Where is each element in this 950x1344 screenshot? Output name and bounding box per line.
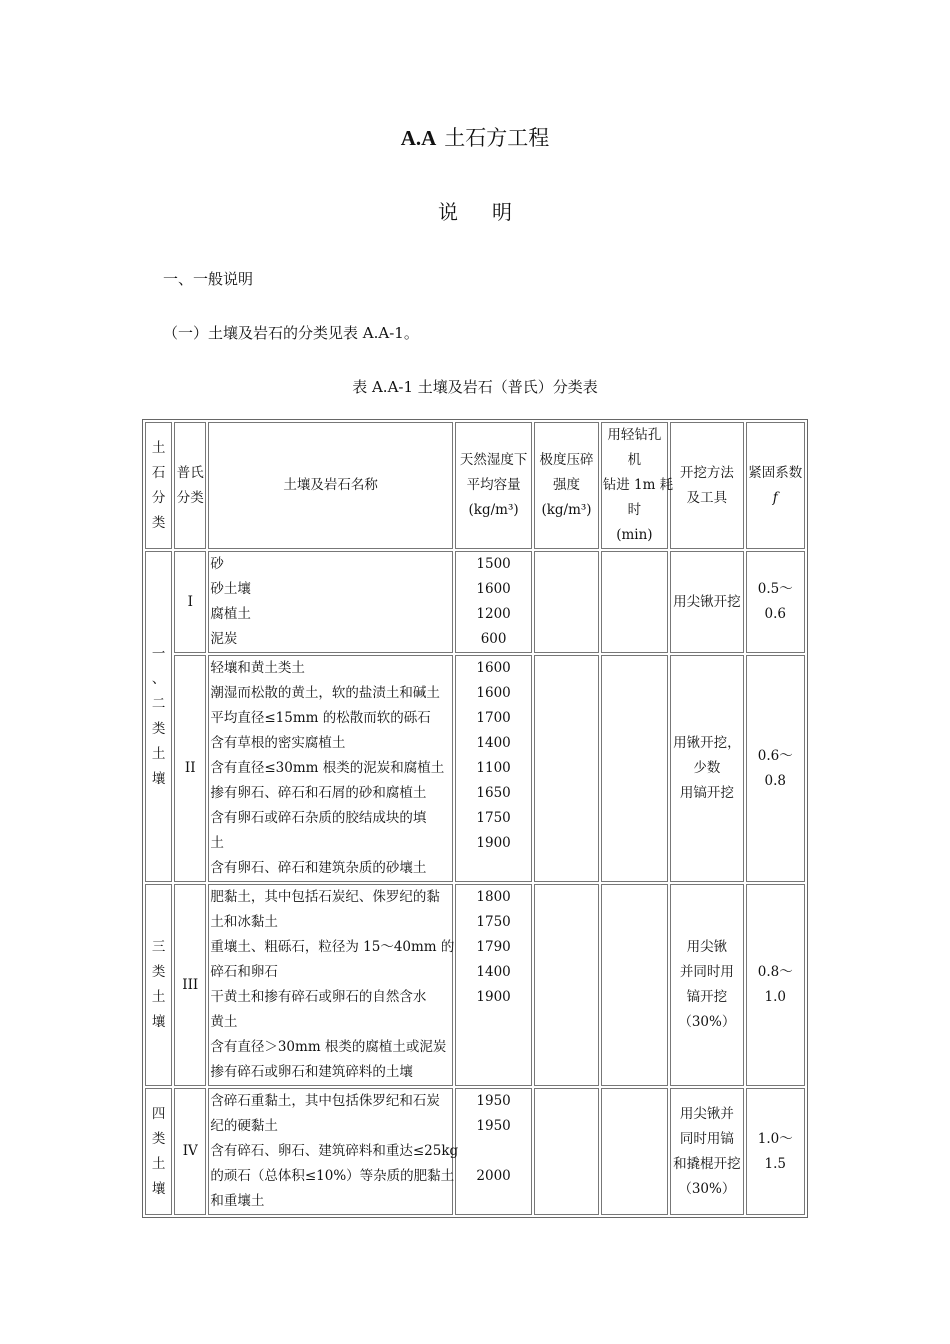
table-row (145, 884, 805, 1086)
cell-line: 含有草根的密实腐植土 (210, 735, 346, 751)
cell-line: 时 (627, 502, 642, 518)
multi-line (457, 656, 530, 856)
cell-line: 1200 (476, 606, 511, 622)
cell-line: 掺有卵石、碎石和石屑的砂和腐植土 (210, 785, 427, 801)
cell-line: 纪的硬黏土 (210, 1118, 278, 1134)
category-cell (145, 1088, 172, 1215)
vertical-char: 壤 (151, 770, 166, 787)
cell-line: 含有卵石、碎石和建筑杂质的砂壤土 (210, 860, 427, 876)
title-code: A.A (400, 126, 437, 150)
cell-line: 及工具 (686, 489, 728, 506)
vertical-text (147, 1102, 170, 1202)
header-density (455, 422, 532, 549)
cell-line: 轻壤和黄土类土 (210, 660, 305, 676)
pu-class-cell: IV (174, 1088, 206, 1215)
tools-cell (670, 884, 743, 1086)
cell-line: 1900 (476, 835, 511, 851)
density-cell (455, 551, 532, 653)
table-row (145, 655, 805, 882)
multi-line (672, 1102, 741, 1202)
multi-line (536, 448, 596, 523)
section-heading: 一、一般说明 (163, 270, 254, 288)
cell-line: 和重壤土 (210, 1193, 265, 1209)
cell-line: 1400 (476, 964, 511, 980)
tools-cell (670, 655, 743, 882)
names-cell (208, 655, 453, 882)
cell-line: 用尖锹开挖 (673, 593, 741, 610)
page-title (0, 122, 950, 152)
cell-line: 1700 (476, 710, 511, 726)
multi-line (672, 461, 741, 511)
cell-line: 1800 (476, 889, 511, 905)
header-coef (746, 422, 805, 549)
multi-line (672, 731, 741, 806)
cell-line: 土和冰黏土 (210, 914, 278, 930)
cell-line: 极度压碎 (539, 452, 594, 468)
vertical-char: 土 (151, 989, 166, 1005)
multi-line (672, 935, 741, 1035)
multi-line (672, 590, 741, 615)
drill-cell (601, 884, 668, 1086)
cell-line: 含有直径≤30mm 根类的泥炭和腐植土 (210, 760, 445, 776)
cell-line: 含碎石重黏土，其中包括侏罗纪和石炭 (210, 1093, 440, 1109)
cell-line: 强度 (553, 477, 580, 493)
tools-cell (670, 1088, 743, 1215)
cell-line: 含有卵石或碎石杂质的胶结成块的填 (210, 810, 427, 826)
vertical-char: 四 (151, 1105, 166, 1122)
cell-line: 腐植土 (210, 606, 251, 622)
coef-cell: 1.0～1.5 (746, 1088, 805, 1215)
coef-cell: 0.5～0.6 (746, 551, 805, 653)
cell-line: 含有直径＞30mm 根类的腐植土或泥炭 (210, 1039, 447, 1055)
cell-line: 1650 (476, 785, 511, 801)
cell-line: 泥炭 (210, 631, 238, 647)
cell-line: 1900 (476, 989, 511, 1005)
cell-line: 1600 (476, 660, 511, 676)
cell-line: （30%） (678, 1014, 736, 1030)
header-strength (534, 422, 598, 549)
cell-line: 潮湿而松散的黄土，软的盐渍土和碱土 (210, 685, 440, 701)
cell-line: 用锹开挖， (673, 735, 741, 751)
vertical-char: 、 (151, 670, 166, 687)
strength-cell (534, 884, 598, 1086)
cell-line: 平均直径≤15mm 的松散而软的砾石 (210, 710, 431, 726)
cell-line: 1600 (476, 685, 511, 701)
cell-line: 并同时用 (679, 964, 734, 980)
cell-line: 砂 (210, 556, 224, 572)
cell-line: 重壤土、粗砾石，粒径为 15～40mm 的 (210, 939, 455, 955)
cell-line: (kg/m³) (541, 502, 592, 518)
tools-cell (670, 551, 743, 653)
cell-line: 镐开挖 (686, 989, 728, 1005)
names-cell (208, 551, 453, 653)
cell-line: 肥黏土，其中包括石炭纪、侏罗纪的黏 (210, 889, 440, 905)
cell-line: 含有碎石、卵石、建筑碎料和重达≤25kg (210, 1143, 459, 1159)
cell-line: 1950 (476, 1093, 511, 1109)
wrap-line: 分类 (176, 489, 204, 506)
cell-line: 1600 (476, 581, 511, 597)
drill-cell (601, 551, 668, 653)
density-cell (455, 1088, 532, 1215)
header-drill (601, 422, 674, 549)
cell-line: f (772, 489, 778, 506)
cell-line: 黄土 (210, 1014, 238, 1030)
header-name: 土壤及岩石名称 (208, 422, 453, 549)
cell-line: （30%） (678, 1180, 736, 1197)
pu-class-cell: I (174, 551, 206, 653)
header-category (145, 422, 172, 549)
vertical-char: 壤 (151, 1014, 166, 1030)
cell-line: 开挖方法 (679, 464, 734, 481)
multi-line (210, 656, 451, 881)
cell-line: 1790 (476, 939, 511, 955)
vertical-char: 一 (151, 645, 166, 662)
cell-line: 用轻钻孔 (607, 427, 662, 443)
vertical-char: 类 (151, 1130, 166, 1147)
header-tools (670, 422, 743, 549)
multi-line (748, 461, 803, 511)
names-cell (208, 884, 453, 1086)
cell-line: 和撬棍开挖 (673, 1155, 741, 1172)
multi-line (457, 448, 530, 523)
wrap-text (176, 461, 204, 511)
table-row (145, 551, 805, 653)
cell-line: 的顽石（总体积≤10%）等杂质的肥黏土 (210, 1168, 455, 1184)
cell-line: (kg/m³) (468, 502, 519, 518)
title-text: 土石方工程 (444, 126, 550, 150)
cell-line: 1950 (476, 1118, 511, 1134)
density-cell (455, 655, 532, 882)
cell-line: 土 (210, 835, 224, 851)
cell-line: 1400 (476, 735, 511, 751)
strength-cell (534, 551, 598, 653)
strength-cell (534, 1088, 598, 1215)
subtitle: 说明 (438, 200, 546, 224)
cell-line: 紧固系数 (748, 464, 803, 481)
vertical-char: 类 (151, 514, 166, 531)
vertical-char: 土 (151, 745, 166, 762)
cell-line: 600 (480, 631, 507, 647)
category-cell (145, 551, 172, 882)
section-paragraph: （一）土壤及岩石的分类见表 A.A-1。 (163, 324, 419, 342)
multi-line (602, 423, 674, 548)
cell-line: 用尖锹并 (679, 1105, 734, 1122)
vertical-text (147, 436, 170, 536)
density-cell (455, 884, 532, 1086)
table-row (145, 1088, 805, 1215)
cell-line: 同时用镐 (679, 1130, 734, 1147)
vertical-char: 壤 (151, 1180, 166, 1197)
header-pu-class (174, 422, 206, 549)
cell-line: 1750 (476, 914, 511, 930)
table-caption: 表 A.A-1 土壤及岩石（普氏）分类表 (352, 378, 598, 396)
header-row (145, 422, 805, 549)
multi-line (210, 1089, 459, 1214)
vertical-text (147, 935, 170, 1035)
vertical-char: 土 (151, 439, 166, 456)
cell-line: 1500 (476, 556, 511, 572)
cell-line: 用尖锹 (686, 939, 728, 955)
coef-cell: 0.6～0.8 (746, 655, 805, 882)
vertical-text (147, 642, 170, 792)
category-cell (145, 884, 172, 1086)
vertical-char: 分 (151, 489, 166, 506)
vertical-char: 石 (151, 464, 166, 481)
cell-line: 碎石和卵石 (210, 964, 278, 980)
drill-cell (601, 655, 668, 882)
multi-line (210, 552, 451, 652)
pu-class-cell: II (174, 655, 206, 882)
cell-line: 2000 (476, 1168, 511, 1184)
soil-classification-table (142, 419, 808, 1218)
wrap-line: 普氏 (176, 464, 204, 481)
names-cell (208, 1088, 459, 1215)
cell-line: 砂土壤 (210, 581, 251, 597)
drill-cell (601, 1088, 668, 1215)
multi-line (457, 552, 530, 652)
multi-line (210, 885, 455, 1085)
vertical-char: 类 (151, 720, 166, 737)
vertical-char: 土 (151, 1155, 166, 1172)
cell-line: 1100 (476, 760, 511, 776)
multi-line (457, 885, 530, 1010)
cell-line: 1750 (476, 810, 511, 826)
cell-line: 钻进 1m 耗 (602, 477, 674, 493)
cell-line: 掺有碎石或卵石和建筑碎料的土壤 (210, 1064, 413, 1080)
cell-line: (min) (616, 527, 653, 543)
vertical-char: 类 (151, 964, 166, 980)
strength-cell (534, 655, 598, 882)
cell-line: 机 (627, 452, 642, 468)
cell-line: 天然湿度下 (459, 452, 528, 468)
cell-line: 平均容量 (466, 477, 521, 493)
cell-line: 少数 (693, 760, 721, 776)
pu-class-cell: III (174, 884, 206, 1086)
cell-line (457, 1139, 530, 1164)
vertical-char: 二 (151, 695, 166, 712)
coef-cell: 0.8～1.0 (746, 884, 805, 1086)
vertical-char: 三 (151, 939, 166, 955)
multi-line (457, 1089, 530, 1189)
cell-line: 用镐开挖 (679, 785, 734, 801)
cell-line: 干黄土和掺有碎石或卵石的自然含水 (210, 989, 427, 1005)
